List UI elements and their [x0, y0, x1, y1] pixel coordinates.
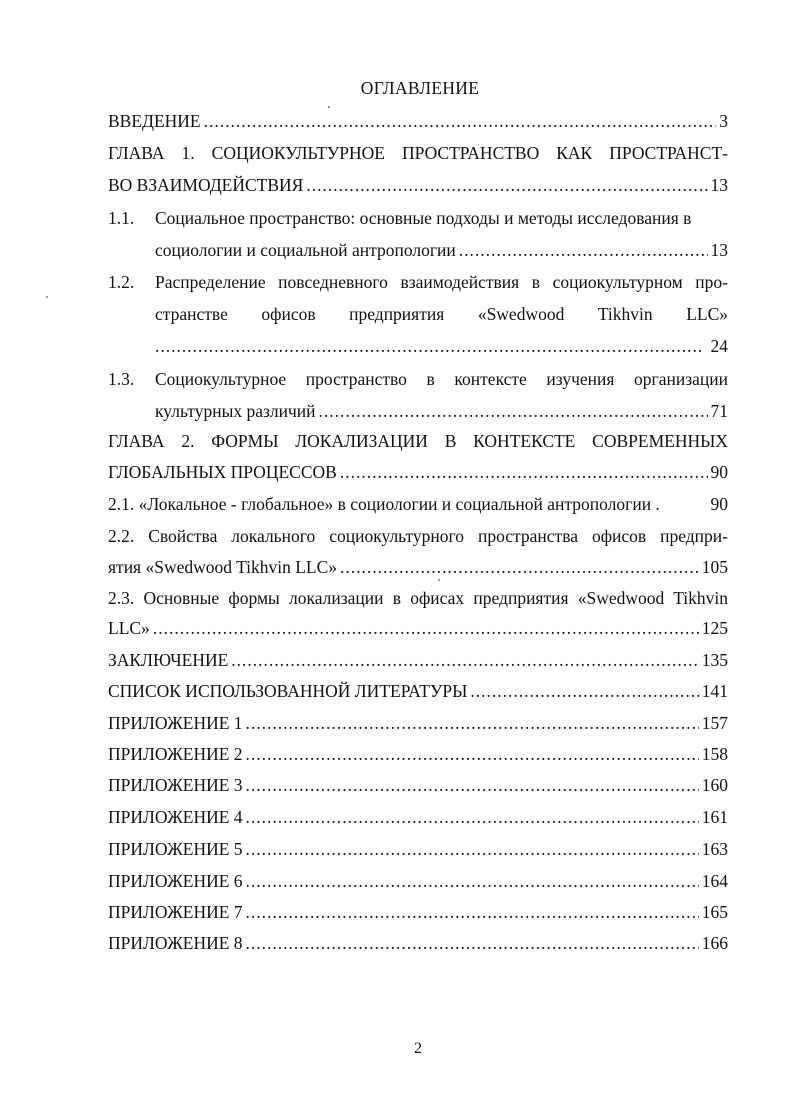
section-number: 1.1.	[108, 208, 135, 228]
toc-entry-2-3-line-1[interactable]: 2.3. Основные формы локализации в офисах предприятия «Swedwood Tikhvin	[108, 588, 728, 608]
dot-leader	[246, 870, 699, 892]
toc-page-number: 158	[701, 744, 728, 764]
word: Tikhvin	[597, 304, 653, 324]
dot-leader	[155, 335, 701, 357]
scan-speck	[438, 579, 440, 581]
toc-entry-1-1-line-2[interactable]	[155, 239, 728, 261]
toc-page-number: 165	[701, 902, 728, 922]
toc-page-number: 71	[710, 401, 728, 421]
toc-entry-2-2-line-1[interactable]: 2.2. Свойства локального социокультурного пространства офисов предпри-	[108, 526, 728, 546]
toc-entry-label: ПРИЛОЖЕНИЕ 8	[108, 933, 243, 953]
dot-leader	[246, 901, 699, 923]
toc-entry-1-3-line-2[interactable]	[155, 400, 728, 422]
toc-entry-label: ПРИЛОЖЕНИЕ 4	[108, 807, 243, 827]
dot-leader	[306, 174, 707, 196]
toc-entry-chapter-1-line-2[interactable]	[108, 174, 728, 196]
scan-speck	[328, 106, 330, 108]
toc-page-number: 157	[701, 713, 728, 733]
toc-entry-label: ЗАКЛЮЧЕНИЕ	[108, 650, 229, 670]
toc-page-number: 164	[701, 871, 728, 891]
dot-leader	[340, 556, 699, 578]
dot-leader	[204, 110, 717, 132]
toc-entry-label: ПРИЛОЖЕНИЕ 2	[108, 744, 243, 764]
dot-leader	[231, 649, 698, 671]
toc-entry-chapter-2-line-1[interactable]: ГЛАВА 2. ФОРМЫ ЛОКАЛИЗАЦИИ В КОНТЕКСТЕ СОВРЕМЕННЫХ	[108, 431, 728, 451]
toc-entry-conclusion[interactable]	[108, 649, 728, 671]
toc-entry-appendix-3[interactable]	[108, 774, 728, 796]
toc-page-number: 125	[701, 618, 728, 638]
toc-page-number: 160	[701, 775, 728, 795]
toc-page-number: 141	[701, 681, 728, 701]
toc-page-number: 163	[701, 839, 728, 859]
dot-leader	[340, 461, 708, 483]
toc-page-number: 166	[701, 933, 728, 953]
toc-page-number: 13	[710, 175, 728, 195]
toc-page-number: 161	[701, 807, 728, 827]
dot-leader	[470, 680, 698, 702]
page-number: 2	[414, 1040, 422, 1057]
toc-page-number: 24	[710, 336, 728, 356]
toc-page-number: 90	[710, 494, 728, 514]
toc-entry-2-1[interactable]	[108, 493, 728, 515]
toc-entry-label: культурных различий	[155, 401, 316, 421]
toc-entry-1-1-line-1[interactable]: Социальное пространство: основные подходы и методы исследования в	[155, 208, 692, 228]
dot-leader	[246, 774, 699, 796]
toc-entry-chapter-1-line-1[interactable]: ГЛАВА 1. СОЦИОКУЛЬТУРНОЕ ПРОСТРАНСТВО КАК ПРОСТРАНСТ-	[108, 143, 728, 163]
toc-entry-appendix-6[interactable]	[108, 870, 728, 892]
toc-entry-introduction[interactable]	[108, 110, 728, 132]
toc-entry-chapter-2-line-2[interactable]	[108, 461, 728, 483]
toc-page-number: 105	[701, 557, 728, 577]
toc-entry-appendix-1[interactable]	[108, 712, 728, 734]
toc-page-number: 13	[710, 240, 728, 260]
dot-leader	[246, 712, 699, 734]
word: предприятия	[349, 304, 445, 324]
toc-page-number: 90	[710, 462, 728, 482]
toc-entry-label: ПРИЛОЖЕНИЕ 5	[108, 839, 243, 859]
word: странстве	[155, 304, 228, 324]
toc-entry-appendix-4[interactable]	[108, 806, 728, 828]
toc-entry-label: ПРИЛОЖЕНИЕ 1	[108, 713, 243, 733]
toc-page-number: 3	[719, 111, 728, 131]
toc-entry-label: СПИСОК ИСПОЛЬЗОВАННОЙ ЛИТЕРАТУРЫ	[108, 681, 468, 701]
dot-leader	[459, 239, 708, 261]
toc-page-number: 135	[701, 650, 728, 670]
toc-entry-appendix-8[interactable]	[108, 932, 728, 954]
toc-entry-references[interactable]	[108, 680, 728, 702]
toc-entry-label: ВО ВЗАИМОДЕЙСТВИЯ	[108, 175, 304, 195]
word: LLC»	[686, 304, 728, 324]
scan-speck	[46, 296, 48, 298]
toc-entry-label: ятия «Swedwood Tikhvin LLC»	[108, 557, 338, 577]
dot-leader	[246, 838, 699, 860]
toc-entry-label: ПРИЛОЖЕНИЕ 7	[108, 902, 243, 922]
toc-entry-label: ВВЕДЕНИЕ	[108, 111, 201, 131]
toc-entry-appendix-7[interactable]	[108, 901, 728, 923]
toc-entry-label: ГЛОБАЛЬНЫХ ПРОЦЕССОВ	[108, 462, 337, 482]
dot-leader	[246, 932, 699, 954]
toc-entry-label: ПРИЛОЖЕНИЕ 6	[108, 871, 243, 891]
toc-entry-appendix-5[interactable]	[108, 838, 728, 860]
toc-entry-label: социологии и социальной антропологии	[155, 240, 456, 260]
toc-entry-1-2-line-2[interactable]	[155, 303, 728, 325]
toc-entry-2-2-line-2[interactable]	[108, 556, 728, 578]
dot-leader	[153, 617, 699, 639]
toc-entry-1-2-line-1[interactable]: Распределение повседневного взаимодействия в социокультурном про-	[155, 272, 728, 292]
dot-leader	[319, 400, 708, 422]
toc-entry-1-3-line-1[interactable]: Социокультурное пространство в контексте изучения организации	[155, 369, 728, 389]
toc-entry-label: ПРИЛОЖЕНИЕ 3	[108, 775, 243, 795]
page-title: ОГЛАВЛЕНИЕ	[360, 78, 480, 98]
section-number: 1.2.	[108, 272, 135, 292]
toc-entry-label: LLC»	[108, 618, 150, 638]
section-number: 1.3.	[108, 369, 135, 389]
dot-leader	[246, 743, 699, 765]
dot-leader	[246, 806, 699, 828]
toc-entry-1-2-line-3[interactable]	[155, 335, 728, 357]
word: офисов	[261, 304, 316, 324]
toc-entry-2-3-line-2[interactable]	[108, 617, 728, 639]
word: «Swedwood	[477, 304, 565, 324]
toc-entry-label: 2.1. «Локальное - глобальное» в социологии и социальной антропологии .	[108, 494, 660, 514]
toc-entry-appendix-2[interactable]	[108, 743, 728, 765]
